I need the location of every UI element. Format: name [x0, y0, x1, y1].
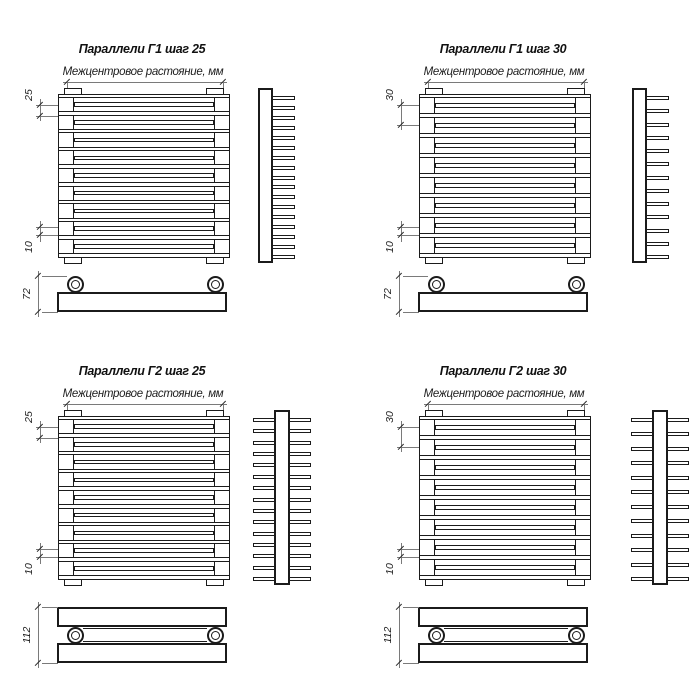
- side-tube-tooth: [666, 432, 689, 436]
- dimension-line: [63, 82, 227, 83]
- pipe-connection-inner: [572, 280, 581, 289]
- side-tube-tooth: [666, 418, 689, 422]
- side-tube-tooth: [270, 166, 295, 170]
- tube-bar-back: [435, 223, 575, 228]
- side-tube-tooth: [253, 498, 276, 502]
- mount-tab: [567, 257, 585, 264]
- tube-bar-back: [435, 505, 575, 510]
- side-tube-tooth: [644, 202, 669, 206]
- tube-bar-front: [419, 94, 591, 99]
- mount-tab: [206, 579, 224, 586]
- tube-bar-front: [419, 416, 591, 421]
- pipe-connector-tube: [83, 628, 207, 642]
- side-tube-tooth: [666, 534, 689, 538]
- side-tube-tooth: [644, 189, 669, 193]
- side-tube-tooth: [270, 205, 295, 209]
- mount-tab: [567, 579, 585, 586]
- side-tube-tooth: [666, 490, 689, 494]
- extension-line: [42, 276, 67, 277]
- dimension-line: [399, 602, 400, 668]
- tube-bar-front: [419, 133, 591, 138]
- tube-bar-back: [74, 244, 214, 249]
- side-tube-tooth: [253, 509, 276, 513]
- tube-bar-front: [58, 164, 230, 169]
- mount-tab: [64, 579, 82, 586]
- side-tube-tooth: [288, 566, 311, 570]
- side-tube-tooth: [253, 532, 276, 536]
- side-tube-tooth: [644, 229, 669, 233]
- side-tube-tooth: [644, 149, 669, 153]
- dimension-line: [63, 404, 227, 405]
- side-tube-tooth: [253, 520, 276, 524]
- side-tube-tooth: [253, 452, 276, 456]
- depth-dimension-value: 72: [382, 288, 394, 300]
- tube-bar-back: [74, 173, 214, 178]
- bottom-plate: [57, 292, 227, 312]
- side-tube-tooth: [253, 566, 276, 570]
- collector-rail: [58, 416, 74, 580]
- tube-bar-front: [58, 253, 230, 258]
- side-tube-tooth: [666, 577, 689, 581]
- tube-bar-front: [419, 153, 591, 158]
- side-tube-tooth: [288, 441, 311, 445]
- step-dimension-value: 25: [23, 411, 35, 423]
- side-tube-tooth: [666, 505, 689, 509]
- side-tube-tooth: [270, 245, 295, 249]
- bottom-plate: [418, 607, 588, 627]
- side-tube-tooth: [631, 490, 654, 494]
- side-tube-tooth: [666, 447, 689, 451]
- tube-bar-back: [435, 103, 575, 108]
- side-tube-tooth: [270, 185, 295, 189]
- bottom-plate: [418, 292, 588, 312]
- side-tube-tooth: [644, 162, 669, 166]
- tube-bar-front: [58, 433, 230, 438]
- pipe-connector-tube: [444, 628, 568, 642]
- side-tube-tooth: [270, 176, 295, 180]
- tube-bar-front: [58, 416, 230, 421]
- side-tube-tooth: [644, 176, 669, 180]
- side-tube-tooth: [270, 136, 295, 140]
- tube-bar-back: [435, 243, 575, 248]
- side-collector: [258, 88, 273, 263]
- tube-bar-front: [419, 435, 591, 440]
- side-tube-tooth: [253, 441, 276, 445]
- tube-bar-back: [74, 495, 214, 500]
- side-tube-tooth: [288, 418, 311, 422]
- tube-bar-back: [435, 163, 575, 168]
- drawing-parallels-g2-step30: [361, 322, 700, 670]
- depth-dimension-value: 112: [21, 626, 33, 644]
- side-tube-tooth: [666, 548, 689, 552]
- tube-bar-front: [58, 200, 230, 205]
- side-tube-tooth: [253, 475, 276, 479]
- center-distance-label: Межцентровое растояние, мм: [423, 388, 585, 400]
- pipe-connection-inner: [211, 631, 220, 640]
- collector-rail: [214, 416, 230, 580]
- extension-line: [403, 663, 419, 664]
- tube-bar-front: [58, 235, 230, 240]
- side-tube-tooth: [270, 225, 295, 229]
- side-tube-tooth: [644, 242, 669, 246]
- side-tube-tooth: [288, 532, 311, 536]
- step-dimension-value: 25: [23, 89, 35, 101]
- drawing-parallels-g1-step25: [0, 0, 339, 348]
- collector-rail: [58, 94, 74, 258]
- tube-bar-front: [58, 557, 230, 562]
- drawing-parallels-g2-step25: [0, 322, 339, 670]
- tube-bar-front: [58, 147, 230, 152]
- side-collector: [274, 410, 290, 585]
- side-tube-tooth: [631, 577, 654, 581]
- pipe-connection-inner: [71, 280, 80, 289]
- step-dimension-value: 30: [384, 411, 396, 423]
- side-tube-tooth: [631, 519, 654, 523]
- tube-bar-back: [435, 525, 575, 530]
- side-tube-tooth: [288, 543, 311, 547]
- side-tube-tooth: [270, 235, 295, 239]
- tube-bar-front: [419, 515, 591, 520]
- step-dimension-value: 30: [384, 89, 396, 101]
- side-tube-tooth: [288, 452, 311, 456]
- side-tube-tooth: [644, 255, 669, 259]
- side-tube-tooth: [631, 447, 654, 451]
- tube-bar-front: [58, 451, 230, 456]
- bottom-plate: [57, 643, 227, 663]
- tube-bar-back: [74, 442, 214, 447]
- collector-rail: [214, 94, 230, 258]
- tube-bar-front: [58, 129, 230, 134]
- side-tube-tooth: [631, 418, 654, 422]
- side-tube-tooth: [666, 563, 689, 567]
- tube-bar-back: [74, 513, 214, 518]
- tube-bar-back: [435, 565, 575, 570]
- drawing-title: Параллели Г2 шаг 30: [439, 364, 567, 378]
- tube-bar-front: [58, 182, 230, 187]
- tube-bar-front: [419, 213, 591, 218]
- side-tube-tooth: [631, 476, 654, 480]
- tube-bar-back: [435, 445, 575, 450]
- side-tube-tooth: [288, 475, 311, 479]
- side-tube-tooth: [666, 476, 689, 480]
- side-tube-tooth: [666, 519, 689, 523]
- tube-bar-front: [419, 575, 591, 580]
- tube-bar-back: [74, 191, 214, 196]
- drawing-views: [0, 0, 339, 348]
- drawing-title: Параллели Г1 шаг 30: [439, 42, 567, 56]
- drawing-views: [361, 0, 700, 348]
- tube-bar-back: [74, 478, 214, 483]
- center-distance-label: Межцентровое растояние, мм: [62, 388, 224, 400]
- drawing-views: [361, 322, 700, 670]
- tube-bar-back: [74, 548, 214, 553]
- tube-bar-back: [435, 123, 575, 128]
- tube-bar-back: [435, 545, 575, 550]
- dimension-line: [38, 602, 39, 668]
- tube-bar-front: [58, 504, 230, 509]
- drawing-title: Параллели Г2 шаг 25: [78, 364, 206, 378]
- tube-bar-front: [419, 555, 591, 560]
- side-tube-tooth: [270, 156, 295, 160]
- tube-bar-back: [74, 424, 214, 429]
- tube-bar-front: [419, 113, 591, 118]
- side-tube-tooth: [288, 486, 311, 490]
- gap-dimension-value: 10: [384, 563, 396, 575]
- pipe-connection-inner: [432, 280, 441, 289]
- tube-bar-front: [58, 111, 230, 116]
- tube-bar-front: [58, 218, 230, 223]
- extension-line: [403, 276, 428, 277]
- tube-bar-back: [74, 120, 214, 125]
- tube-bar-back: [435, 425, 575, 430]
- extension-line: [403, 607, 419, 608]
- side-collector: [632, 88, 647, 263]
- dimension-line: [424, 404, 588, 405]
- tube-bar-front: [419, 495, 591, 500]
- side-tube-tooth: [644, 215, 669, 219]
- side-tube-tooth: [253, 486, 276, 490]
- center-distance-label: Межцентровое растояние, мм: [62, 66, 224, 78]
- tube-bar-back: [74, 226, 214, 231]
- side-tube-tooth: [253, 577, 276, 581]
- drawing-parallels-g1-step30: [361, 0, 700, 348]
- tube-bar-back: [74, 460, 214, 465]
- side-tube-tooth: [631, 432, 654, 436]
- tube-bar-front: [58, 540, 230, 545]
- extension-line: [42, 312, 58, 313]
- tube-bar-back: [74, 566, 214, 571]
- tube-bar-back: [74, 209, 214, 214]
- side-tube-tooth: [270, 106, 295, 110]
- pipe-connection-inner: [432, 631, 441, 640]
- tube-bar-front: [419, 455, 591, 460]
- tube-bar-front: [419, 535, 591, 540]
- tube-bar-back: [74, 102, 214, 107]
- side-tube-tooth: [253, 429, 276, 433]
- side-tube-tooth: [288, 429, 311, 433]
- extension-line: [42, 663, 58, 664]
- side-tube-tooth: [288, 498, 311, 502]
- side-tube-tooth: [666, 461, 689, 465]
- tube-bar-front: [419, 173, 591, 178]
- tube-bar-front: [419, 193, 591, 198]
- side-tube-tooth: [288, 554, 311, 558]
- mount-tab: [64, 257, 82, 264]
- tube-bar-back: [435, 465, 575, 470]
- mount-tab: [206, 257, 224, 264]
- mount-tab: [425, 257, 443, 264]
- side-tube-tooth: [631, 505, 654, 509]
- gap-dimension-value: 10: [23, 563, 35, 575]
- side-tube-tooth: [270, 126, 295, 130]
- side-tube-tooth: [288, 577, 311, 581]
- side-tube-tooth: [253, 418, 276, 422]
- side-tube-tooth: [270, 255, 295, 259]
- dimension-line: [424, 82, 588, 83]
- side-tube-tooth: [631, 461, 654, 465]
- side-tube-tooth: [288, 520, 311, 524]
- side-tube-tooth: [270, 215, 295, 219]
- side-tube-tooth: [288, 509, 311, 513]
- tube-bar-back: [435, 485, 575, 490]
- tube-bar-back: [74, 156, 214, 161]
- side-tube-tooth: [270, 146, 295, 150]
- bottom-plate: [418, 643, 588, 663]
- side-tube-tooth: [631, 563, 654, 567]
- side-tube-tooth: [270, 96, 295, 100]
- tube-bar-back: [435, 203, 575, 208]
- tube-bar-front: [58, 522, 230, 527]
- bottom-plate: [57, 607, 227, 627]
- gap-dimension-value: 10: [23, 241, 35, 253]
- side-collector: [652, 410, 668, 585]
- side-tube-tooth: [270, 195, 295, 199]
- side-tube-tooth: [631, 548, 654, 552]
- tube-bar-front: [58, 94, 230, 99]
- center-distance-label: Межцентровое растояние, мм: [423, 66, 585, 78]
- side-tube-tooth: [270, 116, 295, 120]
- side-tube-tooth: [644, 136, 669, 140]
- tube-bar-front: [58, 486, 230, 491]
- tube-bar-front: [419, 253, 591, 258]
- depth-dimension-value: 112: [382, 626, 394, 644]
- pipe-connection-inner: [211, 280, 220, 289]
- side-tube-tooth: [644, 123, 669, 127]
- side-tube-tooth: [644, 96, 669, 100]
- depth-dimension-value: 72: [21, 288, 33, 300]
- drawing-title: Параллели Г1 шаг 25: [78, 42, 206, 56]
- tube-bar-front: [419, 475, 591, 480]
- tube-bar-back: [74, 138, 214, 143]
- gap-dimension-value: 10: [384, 241, 396, 253]
- tube-bar-back: [74, 531, 214, 536]
- side-tube-tooth: [253, 543, 276, 547]
- extension-line: [403, 312, 419, 313]
- pipe-connection-inner: [71, 631, 80, 640]
- tube-bar-front: [58, 469, 230, 474]
- drawing-views: [0, 322, 339, 670]
- pipe-connection-inner: [572, 631, 581, 640]
- side-tube-tooth: [253, 554, 276, 558]
- extension-line: [42, 607, 58, 608]
- side-tube-tooth: [253, 463, 276, 467]
- tube-bar-front: [58, 575, 230, 580]
- side-tube-tooth: [288, 463, 311, 467]
- mount-tab: [425, 579, 443, 586]
- tube-bar-front: [419, 233, 591, 238]
- tube-bar-back: [435, 183, 575, 188]
- side-tube-tooth: [631, 534, 654, 538]
- tube-bar-back: [435, 143, 575, 148]
- side-tube-tooth: [644, 109, 669, 113]
